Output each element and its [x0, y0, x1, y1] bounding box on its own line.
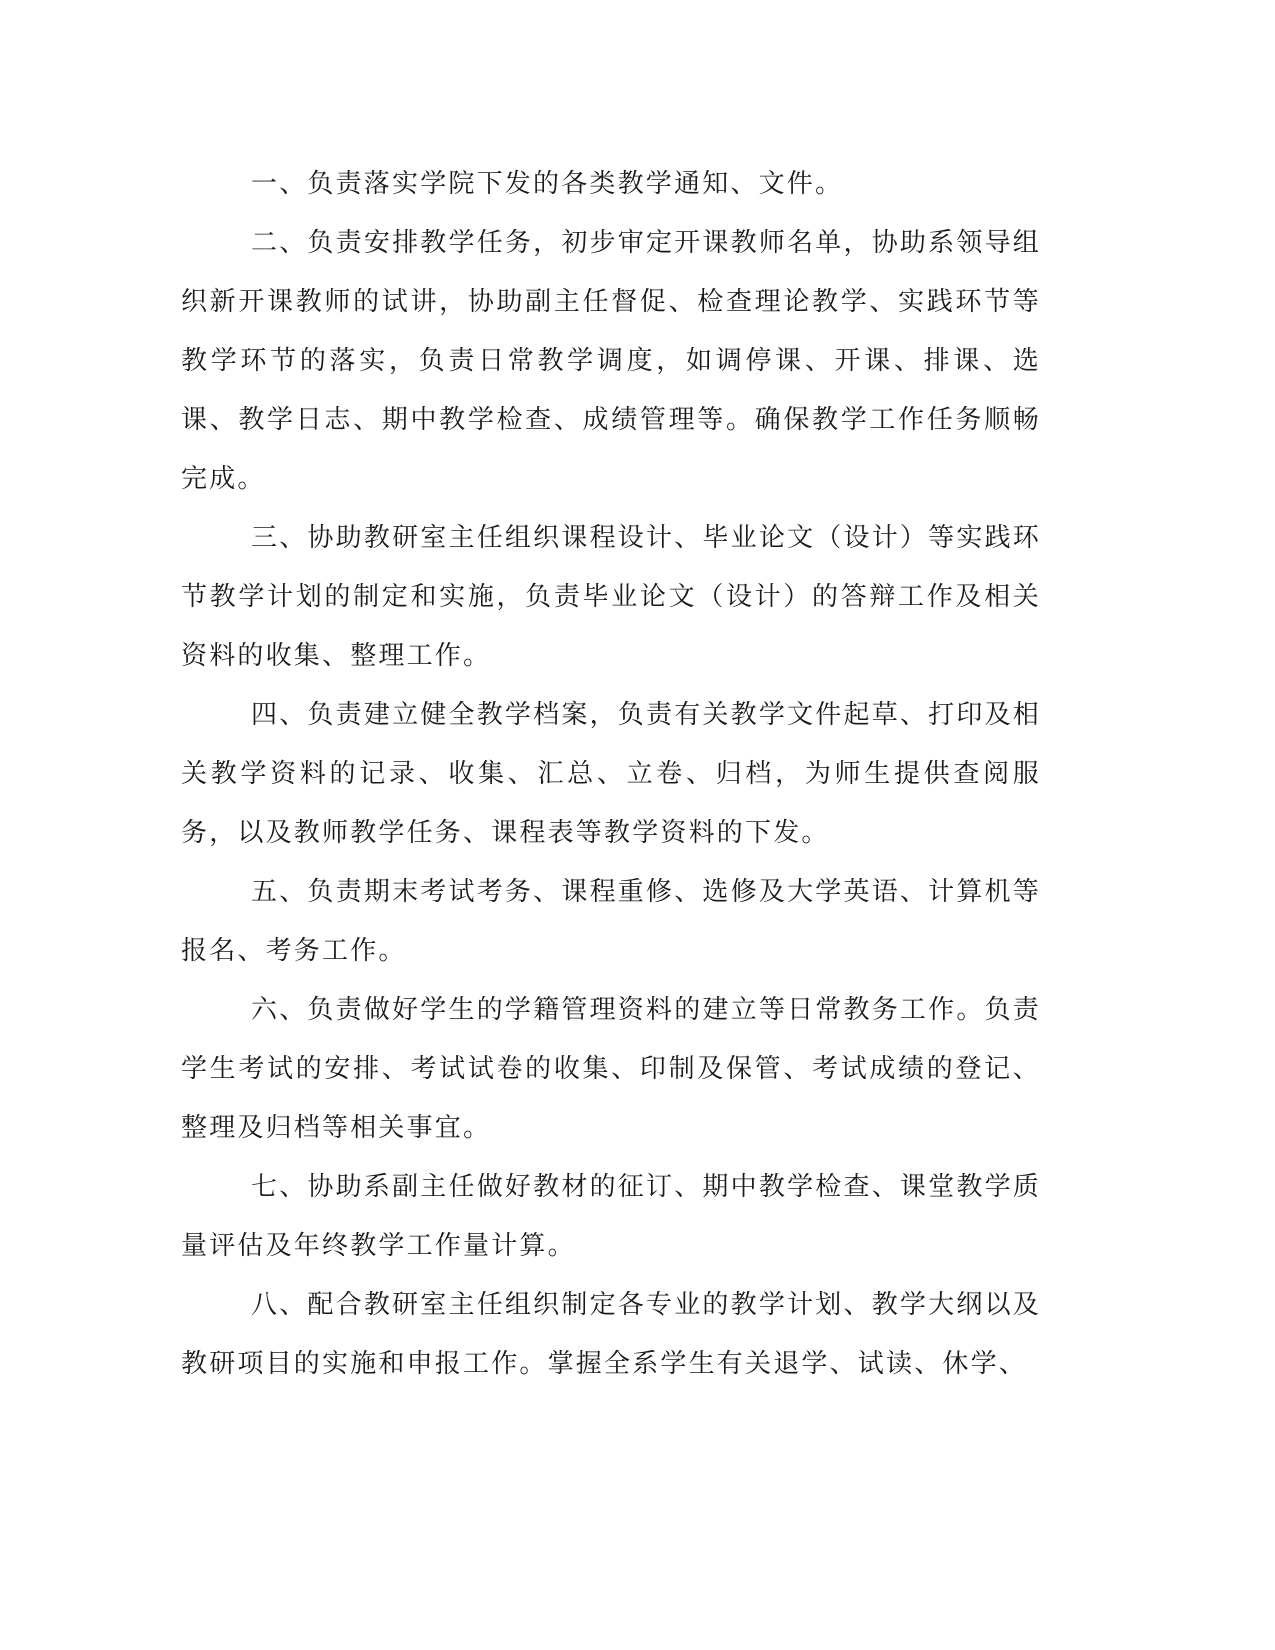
paragraph-3: 三、协助教研室主任组织课程设计、毕业论文（设计）等实践环节教学计划的制定和实施，负责毕业论文（设计）的答辩工作及相关资料的收集、整理工作。: [181, 523, 1041, 671]
paragraph-6: 六、负责做好学生的学籍管理资料的建立等日常教务工作。负责学生考试的安排、考试试卷的收集、印制及保管、考试成绩的登记、整理及归档等相关事宜。: [181, 995, 1041, 1143]
document-body: [181, 155, 1041, 1394]
paragraph-5: 五、负责期末考试考务、课程重修、选修及大学英语、计算机等报名、考务工作。: [181, 877, 1041, 966]
paragraph-8: 八、配合教研室主任组织制定各专业的教学计划、教学大纲以及教研项目的实施和申报工作。掌握全系学生有关退学、试读、休学、: [181, 1290, 1041, 1379]
paragraph-2: 二、负责安排教学任务，初步审定开课教师名单，协助系领导组织新开课教师的试讲，协助副主任督促、检查理论教学、实践环节等教学环节的落实，负责日常教学调度，如调停课、开课、排课、选课、教学日志、期中教学检查、成绩管理等。确保教学工作任务顺畅完成。: [181, 228, 1041, 494]
paragraph-7: 七、协助系副主任做好教材的征订、期中教学检查、课堂教学质量评估及年终教学工作量计算。: [181, 1172, 1041, 1261]
paragraph-4: 四、负责建立健全教学档案，负责有关教学文件起草、打印及相关教学资料的记录、收集、汇总、立卷、归档，为师生提供查阅服务，以及教师教学任务、课程表等教学资料的下发。: [181, 700, 1041, 848]
paragraph-1: 一、负责落实学院下发的各类教学通知、文件。: [251, 169, 844, 199]
